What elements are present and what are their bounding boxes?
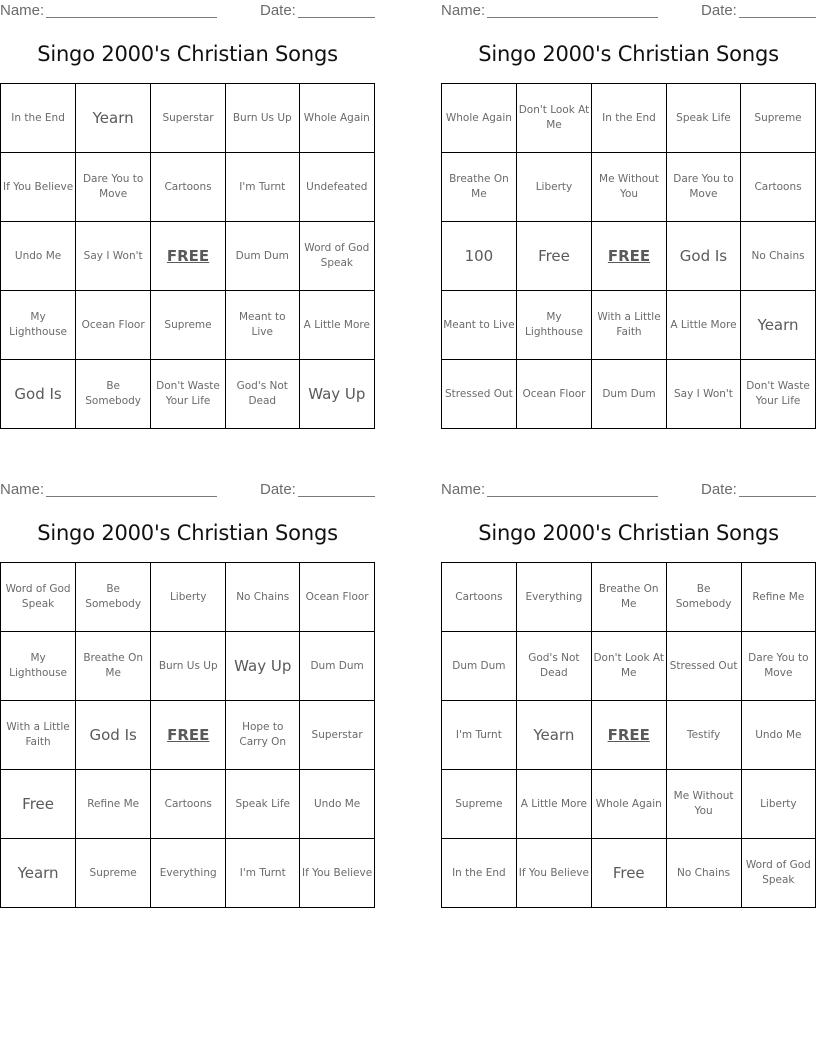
bingo-cell[interactable]: With a Little Faith — [1, 701, 76, 770]
card-title: Singo 2000's Christian Songs — [37, 42, 338, 66]
date-field[interactable] — [298, 17, 375, 18]
card-header — [0, 479, 375, 499]
bingo-cell[interactable]: Dum Dum — [442, 632, 517, 701]
grid-row — [1, 839, 375, 908]
date-label: Date: — [260, 2, 296, 19]
grid-row — [442, 360, 816, 429]
bingo-cell[interactable]: No Chains — [666, 839, 741, 908]
bingo-cell[interactable]: My Lighthouse — [516, 291, 591, 360]
bingo-cell[interactable]: I'm Turnt — [225, 153, 299, 222]
bingo-cell[interactable]: No Chains — [741, 222, 816, 291]
bingo-cell[interactable]: Me Without You — [592, 153, 667, 222]
bingo-cell[interactable]: Hope to Carry On — [226, 701, 300, 770]
bingo-cell[interactable]: God Is — [1, 360, 76, 429]
free-space-cell[interactable]: FREE — [151, 222, 226, 291]
name-label: Name: — [0, 481, 45, 498]
bingo-cell[interactable]: I'm Turnt — [442, 701, 517, 770]
date-field[interactable] — [739, 17, 816, 18]
card-title: Singo 2000's Christian Songs — [37, 521, 338, 545]
bingo-cell[interactable]: Supreme — [442, 770, 517, 839]
bingo-cell[interactable]: Everything — [516, 563, 591, 632]
name-label: Name: — [0, 2, 45, 19]
bingo-cell[interactable]: If You Believe — [1, 153, 76, 222]
free-space-cell[interactable]: FREE — [591, 701, 666, 770]
bingo-cell[interactable]: Word of God Speak — [299, 222, 374, 291]
bingo-cell[interactable]: God Is — [76, 701, 151, 770]
bingo-grid — [0, 562, 375, 908]
grid-row — [1, 770, 375, 839]
bingo-grid — [0, 83, 375, 429]
name-field[interactable] — [46, 17, 217, 18]
date-field[interactable] — [298, 496, 375, 497]
bingo-cell[interactable]: A Little More — [299, 291, 374, 360]
bingo-cell[interactable]: Liberty — [151, 563, 226, 632]
bingo-cell[interactable]: Superstar — [300, 701, 375, 770]
bingo-cell[interactable]: Superstar — [151, 84, 226, 153]
bingo-cell[interactable]: Don't Look At Me — [591, 632, 666, 701]
bingo-cell[interactable]: Whole Again — [299, 84, 374, 153]
date-label: Date: — [701, 481, 737, 498]
bingo-cell[interactable]: A Little More — [516, 770, 591, 839]
bingo-cell[interactable]: In the End — [592, 84, 667, 153]
grid-row — [1, 632, 375, 701]
bingo-cell[interactable]: If You Believe — [300, 839, 375, 908]
bingo-cell[interactable]: Free — [591, 839, 666, 908]
bingo-cell[interactable]: Cartoons — [741, 153, 816, 222]
bingo-cell[interactable]: A Little More — [666, 291, 740, 360]
bingo-cell[interactable]: Don't Waste Your Life — [151, 360, 226, 429]
bingo-cell[interactable]: Cartoons — [151, 770, 226, 839]
bingo-cell[interactable]: Yearn — [76, 84, 151, 153]
bingo-cell[interactable]: God's Not Dead — [225, 360, 299, 429]
bingo-cell[interactable]: Breathe On Me — [442, 153, 517, 222]
bingo-cell[interactable]: Way Up — [226, 632, 300, 701]
bingo-cell[interactable]: 100 — [442, 222, 517, 291]
name-label: Name: — [441, 2, 486, 19]
bingo-cell[interactable]: Free — [516, 222, 591, 291]
grid-row — [442, 632, 816, 701]
card-header — [441, 479, 816, 499]
bingo-cell[interactable]: In the End — [442, 839, 517, 908]
card-header — [0, 0, 375, 20]
bingo-cell[interactable]: Me Without You — [666, 770, 741, 839]
bingo-cell[interactable]: Don't Look At Me — [516, 84, 591, 153]
bingo-cell[interactable]: Say I Won't — [76, 222, 151, 291]
bingo-cell[interactable]: God's Not Dead — [516, 632, 591, 701]
bingo-cell[interactable]: Word of God Speak — [1, 563, 76, 632]
bingo-cell[interactable]: Yearn — [1, 839, 76, 908]
bingo-cell[interactable]: Way Up — [299, 360, 374, 429]
bingo-cell[interactable]: Whole Again — [591, 770, 666, 839]
grid-row — [442, 153, 816, 222]
bingo-cell[interactable]: Supreme — [741, 84, 816, 153]
bingo-cell[interactable]: Speak Life — [666, 84, 740, 153]
bingo-cell[interactable]: Meant to Live — [442, 291, 517, 360]
name-label: Name: — [441, 481, 486, 498]
card-header — [441, 0, 816, 20]
free-space-cell[interactable]: FREE — [151, 701, 226, 770]
bingo-cell[interactable]: Say I Won't — [666, 360, 740, 429]
bingo-cell[interactable]: Ocean Floor — [300, 563, 375, 632]
bingo-cell[interactable]: God Is — [666, 222, 740, 291]
bingo-cell[interactable]: Dum Dum — [225, 222, 299, 291]
name-field[interactable] — [487, 17, 658, 18]
bingo-cell[interactable]: Everything — [151, 839, 226, 908]
bingo-cell[interactable]: Stressed Out — [442, 360, 517, 429]
bingo-cell[interactable]: Be Somebody — [666, 563, 741, 632]
grid-row — [1, 360, 375, 429]
name-field[interactable] — [46, 496, 217, 497]
bingo-cell[interactable]: Be Somebody — [76, 360, 151, 429]
date-field[interactable] — [739, 496, 816, 497]
bingo-grid — [441, 83, 816, 429]
bingo-cell[interactable]: Ocean Floor — [76, 291, 151, 360]
grid-row — [442, 222, 816, 291]
bingo-grid — [441, 562, 816, 908]
grid-row — [1, 153, 375, 222]
name-field[interactable] — [487, 496, 658, 497]
bingo-cell[interactable]: Testify — [666, 701, 741, 770]
bingo-cell[interactable]: Cartoons — [151, 153, 226, 222]
card-title: Singo 2000's Christian Songs — [478, 42, 779, 66]
bingo-cell[interactable]: Yearn — [516, 701, 591, 770]
card-title: Singo 2000's Christian Songs — [478, 521, 779, 545]
bingo-cell[interactable]: Cartoons — [442, 563, 517, 632]
bingo-cell[interactable]: Refine Me — [741, 563, 815, 632]
date-label: Date: — [260, 481, 296, 498]
grid-row — [1, 291, 375, 360]
grid-row — [1, 222, 375, 291]
bingo-cell[interactable]: Burn Us Up — [151, 632, 226, 701]
bingo-cell[interactable]: Whole Again — [442, 84, 517, 153]
grid-row — [442, 839, 816, 908]
grid-row — [1, 701, 375, 770]
bingo-cell[interactable]: Burn Us Up — [225, 84, 299, 153]
bingo-cell[interactable]: Word of God Speak — [741, 839, 815, 908]
bingo-cell[interactable]: Yearn — [741, 291, 816, 360]
bingo-cell[interactable]: No Chains — [226, 563, 300, 632]
date-label: Date: — [701, 2, 737, 19]
bingo-cell[interactable]: Undefeated — [299, 153, 374, 222]
bingo-cell[interactable]: Supreme — [151, 291, 226, 360]
grid-row — [442, 84, 816, 153]
grid-row — [1, 563, 375, 632]
bingo-cell[interactable]: Undo Me — [300, 770, 375, 839]
bingo-cell[interactable]: Liberty — [741, 770, 815, 839]
bingo-cell[interactable]: Speak Life — [226, 770, 300, 839]
bingo-cell[interactable]: Dum Dum — [300, 632, 375, 701]
bingo-cell[interactable]: In the End — [1, 84, 76, 153]
grid-row — [442, 291, 816, 360]
bingo-cell[interactable]: Dare You to Move — [76, 153, 151, 222]
bingo-cell[interactable]: Liberty — [516, 153, 591, 222]
grid-row — [442, 770, 816, 839]
bingo-cell[interactable]: Supreme — [76, 839, 151, 908]
bingo-cell[interactable]: Undo Me — [741, 701, 815, 770]
bingo-cell[interactable]: My Lighthouse — [1, 632, 76, 701]
free-space-cell[interactable]: FREE — [592, 222, 667, 291]
bingo-cell[interactable]: Breathe On Me — [591, 563, 666, 632]
bingo-cell[interactable]: With a Little Faith — [592, 291, 667, 360]
bingo-cell[interactable]: I'm Turnt — [226, 839, 300, 908]
bingo-cell[interactable]: If You Believe — [516, 839, 591, 908]
bingo-cell[interactable]: Free — [1, 770, 76, 839]
bingo-cell[interactable]: Dare You to Move — [666, 153, 740, 222]
grid-row — [442, 563, 816, 632]
bingo-cell[interactable]: Meant to Live — [225, 291, 299, 360]
grid-row — [442, 701, 816, 770]
bingo-cell[interactable]: Refine Me — [76, 770, 151, 839]
bingo-cell[interactable]: My Lighthouse — [1, 291, 76, 360]
bingo-cell[interactable]: Stressed Out — [666, 632, 741, 701]
bingo-cell[interactable]: Be Somebody — [76, 563, 151, 632]
bingo-cell[interactable]: Don't Waste Your Life — [741, 360, 816, 429]
bingo-cell[interactable]: Ocean Floor — [516, 360, 591, 429]
bingo-cell[interactable]: Dum Dum — [592, 360, 667, 429]
bingo-cell[interactable]: Undo Me — [1, 222, 76, 291]
bingo-cell[interactable]: Dare You to Move — [741, 632, 815, 701]
bingo-cell[interactable]: Breathe On Me — [76, 632, 151, 701]
grid-row — [1, 84, 375, 153]
